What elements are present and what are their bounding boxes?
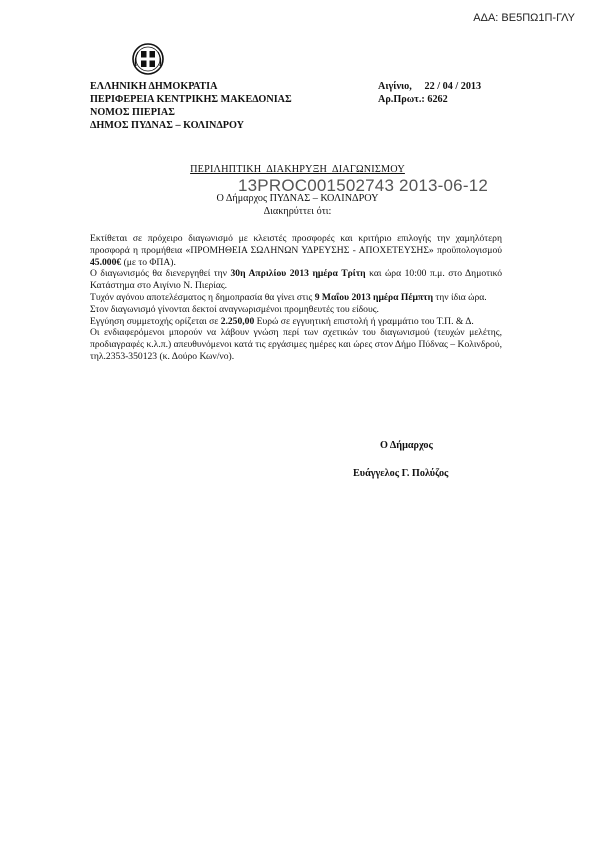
signature-title: Ο Δήμαρχος xyxy=(380,440,433,451)
ada-code: ΑΔΑ: ΒΕ5ΠΩ1Π-ΓΛΥ xyxy=(473,12,575,24)
tender-date: 30η Απριλίου 2013 ημέρα Τρίτη xyxy=(230,268,366,280)
paragraph-subject: Εκτίθεται σε πρόχειρο διαγωνισμό με κλειστές προσφορές και κριτήριο επιλογής την χαμηλότερη προσφορά η προμήθεια «ΠΡΟΜΗΘΕΙΑ ΣΩΛΗΝΩΝ ΥΔΡΕΥΣΗΣ - ΑΠΟΧΕΤΕΥΣΗΣ» προϋπολογισμού 45.000€ (με το ΦΠΑ). xyxy=(90,233,502,268)
declares-line: Διακηρύττει ότι: xyxy=(263,206,332,217)
repeat-date: 9 Μαΐου 2013 ημέρα Πέμπτη xyxy=(314,291,434,303)
header-line-municipality: ΔΗΜΟΣ ΠΥΔΝΑΣ – ΚΟΛΙΝΔΡΟΥ xyxy=(90,120,245,131)
paragraph-eligibility: Στον διαγωνισμό γίνονται δεκτοί αναγνωρισμένοι προμηθευτές του είδους. xyxy=(90,303,379,315)
guarantee-amount: 2.250,00 xyxy=(220,315,255,327)
mayor-line: Ο Δήμαρχος ΠΥΔΝΑΣ – ΚΟΛΙΝΔΡΟΥ xyxy=(216,193,379,204)
greek-emblem-icon xyxy=(132,42,164,76)
paragraph-repeat-date: Τυχόν αγόνου αποτελέσματος η δημοπρασία θα γίνει στις 9 Μαΐου 2013 ημέρα Πέμπτη την ίδια ώρα. xyxy=(90,291,487,303)
header-line-republic: ΕΛΛΗΝΙΚΗ ΔΗΜΟΚΡΑΤΙΑ xyxy=(90,81,218,92)
paragraph-contact: Οι ενδιαφερόμενοι μπορούν να λάβουν γνώση περί των σχετικών του διαγωνισμού (τευχών μελέτης, προδιαγραφές κ.λ.π.) απευθυνόμενοι κατά τις εργάσιμες ημέρες και ώρες στον Δήμο Πύδνας – Κολινδρού, τηλ.2353-350123 (κ. Δούρο Κων/νο). xyxy=(90,327,502,362)
signature-name: Ευάγγελος Γ. Πολύζος xyxy=(353,468,449,479)
paragraph-date: Ο διαγωνισμός θα διενεργηθεί την 30η Απριλίου 2013 ημέρα Τρίτη και ώρα 10:00 π.μ. στο Δημοτικό Κατάστημα στο Αιγίνιο Ν. Πιερίας. xyxy=(90,268,502,292)
paragraph-guarantee: Εγγύηση συμμετοχής ορίζεται σε 2.250,00 Ευρώ σε εγγυητική επιστολή ή γραμμάτιο του Τ.Π. & Δ. xyxy=(90,315,474,327)
document-reference xyxy=(378,80,481,106)
protocol-number: Αρ.Πρωτ.: 6262 xyxy=(378,94,448,105)
registry-stamp: 13PROC001502743 2013-06-12 xyxy=(238,176,488,195)
budget-amount: 45.000€ xyxy=(90,256,122,268)
place-date: Αιγίνιο, 22 / 04 / 2013 xyxy=(378,81,482,92)
header-line-prefecture: ΝΟΜΟΣ ΠΙΕΡΙΑΣ xyxy=(90,107,175,118)
document-title: ΠΕΡΙΛΗΠΤΙΚΗ ΔΙΑΚΗΡΥΞΗ ΔΙΑΓΩΝΙΣΜΟΥ xyxy=(190,164,405,175)
issuer-header xyxy=(90,80,292,132)
header-line-region: ΠΕΡΙΦΕΡΕΙΑ ΚΕΝΤΡΙΚΗΣ ΜΑΚΕΔΟΝΙΑΣ xyxy=(90,94,292,105)
announcement-body xyxy=(90,233,502,363)
